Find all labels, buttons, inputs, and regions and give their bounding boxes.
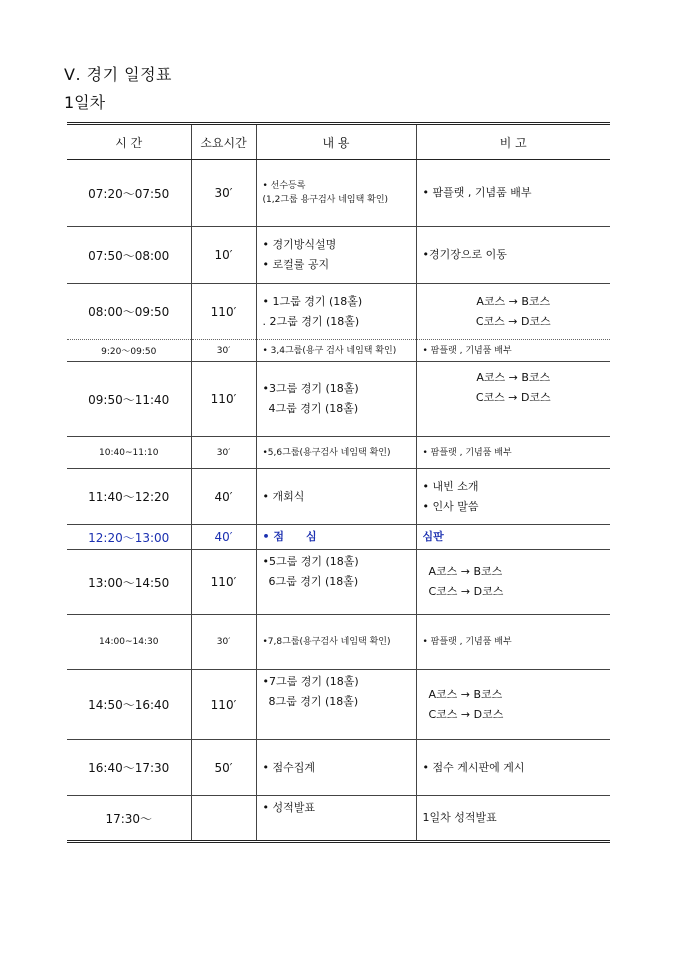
content-cell xyxy=(256,550,416,615)
content-cell xyxy=(256,670,416,740)
content-line: 4그룹 경기 (18홀) xyxy=(268,402,359,415)
note-cell xyxy=(416,796,610,842)
note-line: •경기장으로 이동 xyxy=(422,248,507,261)
content-line: 6그룹 경기 (18홀) xyxy=(268,575,359,588)
content-line: • 개회식 xyxy=(262,489,305,503)
note-line: • 팜플랫 , 기념품 배부 xyxy=(422,637,512,647)
schedule-table xyxy=(67,122,610,843)
note-line: • 팜플랫 , 기념품 배부 xyxy=(422,345,512,356)
duration-cell: 30′ xyxy=(191,437,256,469)
table-row xyxy=(67,796,610,842)
time-cell: 14:00~14:30 xyxy=(99,637,159,647)
duration-cell: 50′ xyxy=(191,740,256,796)
content-line: • 성적발표 xyxy=(262,801,315,814)
note-line: • 인사 말씀 xyxy=(422,499,479,513)
table-row xyxy=(67,615,610,670)
content-line: • 로컬룰 공지 xyxy=(262,258,330,271)
note-line: C코스 → D코스 xyxy=(428,707,504,721)
note-cell xyxy=(416,469,610,525)
duration-cell: 40′ xyxy=(191,525,256,550)
time-cell: 08:00～09:50 xyxy=(88,305,170,319)
note-line: A코스 → B코스 xyxy=(476,371,551,384)
time-cell: 14:50～16:40 xyxy=(88,698,170,712)
note-line: C코스 → D코스 xyxy=(475,314,551,328)
table-row xyxy=(67,437,610,469)
note-line: C코스 → D코스 xyxy=(428,585,504,598)
table-row xyxy=(67,160,610,227)
note-cell xyxy=(416,550,610,615)
table-row xyxy=(67,227,610,284)
header-duration: 소요시간 xyxy=(191,124,256,160)
content-cell xyxy=(256,796,416,842)
content-cell xyxy=(256,160,416,227)
content-line: • 점 심 xyxy=(262,530,317,543)
note-cell xyxy=(416,437,610,469)
note-line: • 내빈 소개 xyxy=(422,479,479,493)
content-line: (1,2그룹 용구검사 네임택 확인) xyxy=(262,195,389,205)
content-line: • 선수등록 xyxy=(262,181,306,191)
content-cell xyxy=(256,469,416,525)
table-row xyxy=(67,740,610,796)
duration-cell: 110′ xyxy=(191,670,256,740)
time-cell: 10:40~11:10 xyxy=(99,447,159,458)
note-line: 심판 xyxy=(422,530,444,543)
duration-cell: 110′ xyxy=(191,362,256,437)
header-content: 내 용 xyxy=(256,124,416,160)
note-line: • 팜플랫 , 기념품 배부 xyxy=(422,447,512,458)
time-cell: 07:20～07:50 xyxy=(88,186,170,201)
content-cell xyxy=(256,340,416,362)
duration-cell: 110′ xyxy=(191,550,256,615)
content-line: •5,6그룹(용구검사 네임택 확인) xyxy=(262,447,391,458)
note-line: A코스 → B코스 xyxy=(428,687,503,701)
note-line: A코스 → B코스 xyxy=(476,294,551,308)
time-cell: 17:30～ xyxy=(105,811,153,826)
content-line: • 점수집계 xyxy=(262,760,315,774)
note-cell xyxy=(416,340,610,362)
table-row xyxy=(67,550,610,615)
note-cell xyxy=(416,284,610,340)
content-cell xyxy=(256,284,416,340)
note-line: • 팜플랫 , 기념품 배부 xyxy=(422,186,532,199)
note-cell xyxy=(416,670,610,740)
content-cell xyxy=(256,227,416,284)
header-time: 시 간 xyxy=(67,124,191,160)
note-cell xyxy=(416,615,610,670)
table-row xyxy=(67,340,610,362)
section-title: Ⅴ. 경기 일정표 xyxy=(64,65,172,84)
note-line: A코스 → B코스 xyxy=(428,565,503,578)
content-cell xyxy=(256,525,416,550)
table-row xyxy=(67,670,610,740)
note-cell xyxy=(416,740,610,796)
content-line: •7그룹 경기 (18홀) xyxy=(262,675,359,688)
duration-cell: 10′ xyxy=(191,227,256,284)
time-cell: 9:20～09:50 xyxy=(101,347,157,357)
duration-cell: 110′ xyxy=(191,284,256,340)
note-line: 1일차 성적발표 xyxy=(422,811,497,824)
time-cell: 11:40～12:20 xyxy=(88,490,170,504)
table-row xyxy=(67,469,610,525)
table-row xyxy=(67,284,610,340)
note-cell xyxy=(416,362,610,437)
content-cell xyxy=(256,362,416,437)
content-line: • 3,4그룹(용구 검사 네임택 확인) xyxy=(262,345,397,356)
note-line: C코스 → D코스 xyxy=(475,391,551,404)
duration-cell: 30′ xyxy=(191,160,256,227)
time-cell: 16:40～17:30 xyxy=(88,761,170,775)
table-row xyxy=(67,525,610,550)
header-note: 비 고 xyxy=(416,124,610,160)
note-cell xyxy=(416,227,610,284)
day-subtitle: 1일차 xyxy=(64,93,106,112)
duration-cell: 30′ xyxy=(191,615,256,670)
content-line: • 경기방식설명 xyxy=(262,238,337,251)
content-line: •5그룹 경기 (18홀) xyxy=(262,555,359,568)
header-row xyxy=(67,124,610,160)
content-cell xyxy=(256,740,416,796)
content-cell xyxy=(256,437,416,469)
time-cell: 09:50～11:40 xyxy=(88,392,170,407)
content-line: 8그룹 경기 (18홀) xyxy=(268,695,359,708)
duration-cell: 30′ xyxy=(191,340,256,362)
time-cell: 12:20～13:00 xyxy=(88,530,170,545)
time-cell: 07:50～08:00 xyxy=(88,248,170,263)
content-line: •3그룹 경기 (18홀) xyxy=(262,382,359,395)
content-line: •7,8그룹(용구검사 네임택 확인) xyxy=(262,637,391,647)
content-cell xyxy=(256,615,416,670)
duration-cell xyxy=(191,796,256,842)
content-line: • 1그룹 경기 (18홀) xyxy=(262,294,363,308)
content-line: . 2그룹 경기 (18홀) xyxy=(262,314,360,328)
time-cell: 13:00～14:50 xyxy=(88,575,170,590)
duration-cell: 40′ xyxy=(191,469,256,525)
note-cell xyxy=(416,525,610,550)
note-cell xyxy=(416,160,610,227)
note-line: • 점수 게시판에 게시 xyxy=(422,760,525,774)
table-row xyxy=(67,362,610,437)
